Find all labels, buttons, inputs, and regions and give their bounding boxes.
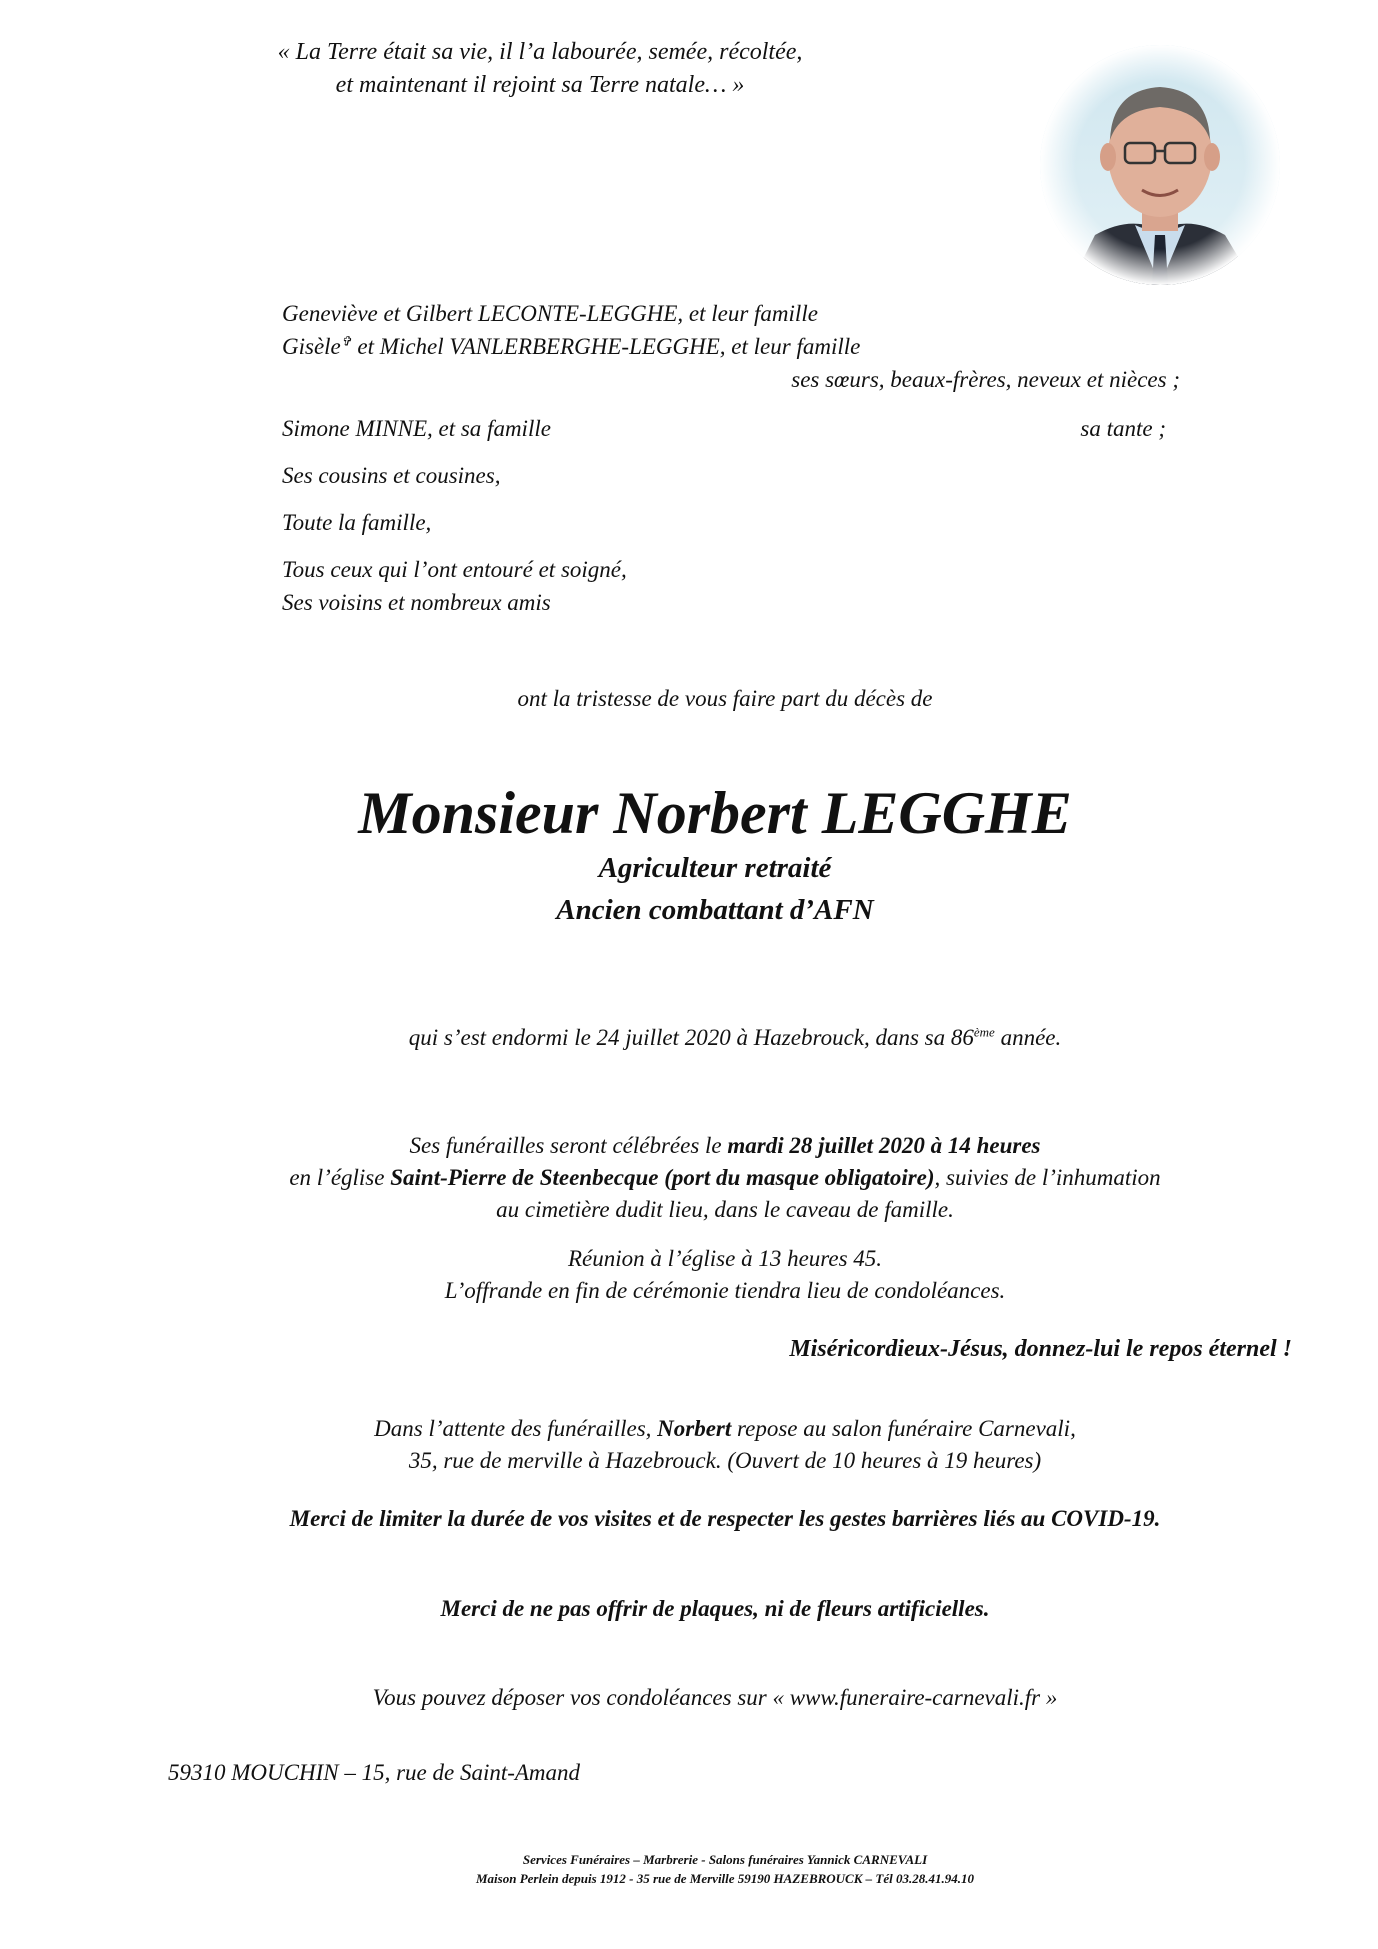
reunion-line-1: Réunion à l’église à 13 heures 45. bbox=[567, 1246, 883, 1271]
reunion-line-2: L’offrande en fin de cérémonie tiendra lieu de condoléances. bbox=[444, 1278, 1006, 1303]
portrait-photo bbox=[1040, 45, 1280, 285]
funeral-burial: , suivies de l’inhumation bbox=[934, 1165, 1161, 1190]
salon-line-2: 35, rue de merville à Hazebrouck. (Ouvert de 10 heures à 19 heures) bbox=[408, 1448, 1042, 1473]
family-simone-role: sa tante ; bbox=[1080, 416, 1166, 441]
deceased-title-1: Agriculteur retraité bbox=[598, 852, 832, 884]
footer-line-1: Services Funéraires – Marbrerie - Salons funéraires Yannick CARNEVALI bbox=[522, 1852, 928, 1867]
funeral-line-3: au cimetière dudit lieu, dans le caveau de famille. bbox=[496, 1197, 954, 1222]
salon-name: Norbert bbox=[657, 1416, 732, 1441]
prayer-text: Miséricordieux-Jésus, donnez-lui le repos éternel ! bbox=[789, 1336, 1292, 1362]
family-line-2-name: Gisèle bbox=[282, 334, 341, 359]
quote-line-1: « La Terre était sa vie, il l’a labourée, semée, récoltée, bbox=[277, 39, 803, 65]
plaques-notice: Merci de ne pas offrir de plaques, ni de fleurs artificielles. bbox=[440, 1596, 990, 1621]
family-line-2-rest: et Michel VANLERBERGHE-LEGGHE, et leur famille bbox=[351, 334, 861, 359]
family-voisins: Ses voisins et nombreux amis bbox=[282, 590, 551, 615]
death-line bbox=[0, 1025, 1378, 1051]
death-text: qui s’est endormi le 24 juillet 2020 à Hazebrouck, dans sa 86 bbox=[408, 1025, 974, 1050]
funeral-date: mardi 28 juillet 2020 à 14 heures bbox=[727, 1133, 1041, 1158]
family-cousins: Ses cousins et cousines, bbox=[282, 463, 501, 488]
funeral-line-1 bbox=[0, 1133, 1378, 1159]
family-soigne: Tous ceux qui l’ont entouré et soigné, bbox=[282, 557, 627, 582]
salon-line-1 bbox=[0, 1416, 1378, 1442]
footer-line-2: Maison Perlein depuis 1912 - 35 rue de Merville 59190 HAZEBROUCK – Tél 03.28.41.94.10 bbox=[476, 1871, 974, 1886]
funeral-line-2 bbox=[0, 1165, 1378, 1191]
death-ordinal: ème bbox=[973, 1024, 995, 1040]
condolences-notice: Vous pouvez déposer vos condoléances sur « www.funeraire-carnevali.fr » bbox=[372, 1685, 1058, 1710]
deceased-title-2: Ancien combattant d’AFN bbox=[556, 894, 874, 926]
deceased-name: Monsieur Norbert LEGGHE bbox=[358, 780, 1072, 846]
epigraph-quote bbox=[0, 36, 1080, 102]
family-simone: Simone MINNE, et sa famille bbox=[282, 416, 551, 441]
funeral-home-footer bbox=[0, 1850, 1378, 1888]
family-line-2 bbox=[282, 330, 860, 363]
family-address: 59310 MOUCHIN – 15, rue de Saint-Amand bbox=[168, 1760, 581, 1785]
salon-intro: Dans l’attente des funérailles, bbox=[374, 1416, 658, 1441]
covid-notice: Merci de limiter la durée de vos visites et de respecter les gestes barrières liés au COVID-19. bbox=[289, 1506, 1161, 1531]
family-line-3: ses sœurs, beaux-frères, neveux et nièces ; bbox=[791, 367, 1180, 392]
death-text-end: année. bbox=[994, 1025, 1062, 1050]
deceased-mark-icon: ✞ bbox=[340, 333, 352, 349]
family-line-1: Geneviève et Gilbert LECONTE-LEGGHE, et leur famille bbox=[282, 301, 818, 326]
quote-line-2: et maintenant il rejoint sa Terre natale… » bbox=[335, 72, 745, 98]
funeral-intro: Ses funérailles seront célébrées le bbox=[409, 1133, 728, 1158]
funeral-church: Saint-Pierre de Steenbecque (port du masque obligatoire) bbox=[390, 1165, 935, 1190]
salon-place: repose au salon funéraire Carnevali, bbox=[731, 1416, 1076, 1441]
family-toute: Toute la famille, bbox=[282, 510, 432, 535]
funeral-church-intro: en l’église bbox=[289, 1165, 391, 1190]
announcement-text: ont la tristesse de vous faire part du décès de bbox=[517, 686, 933, 711]
